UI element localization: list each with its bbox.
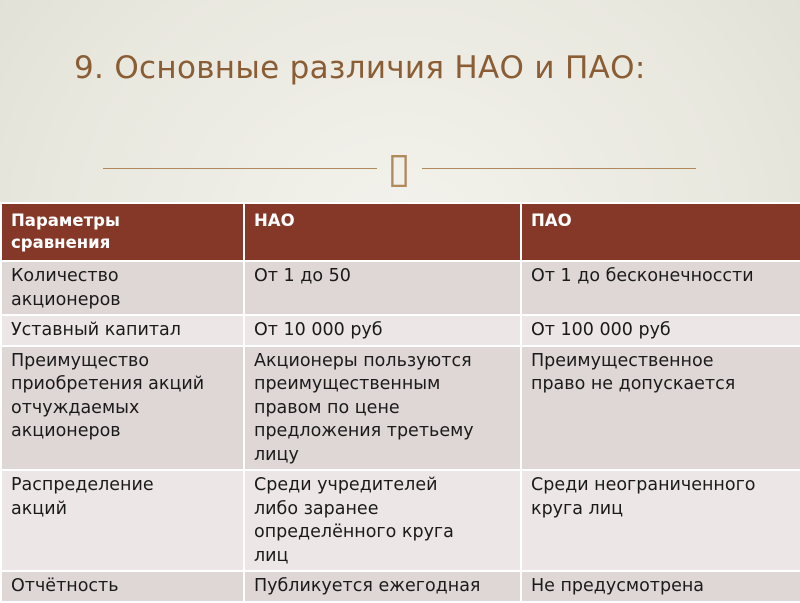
cell-param <box>1 346 244 471</box>
divider-line-left <box>103 168 377 169</box>
header-nao <box>244 203 521 261</box>
divider-line-right <box>422 168 696 169</box>
table-row <box>1 261 800 315</box>
cell-text: От 10 000 руб <box>254 320 383 340</box>
cell-text: Отчётность <box>11 576 119 596</box>
cell-text: Среди неограниченного круга лиц <box>531 475 756 519</box>
comparison-table <box>0 202 800 603</box>
cell-text: От 1 до бесконечносcти <box>531 266 754 286</box>
table-header-row <box>1 203 800 261</box>
cell-text: От 100 000 руб <box>531 320 671 340</box>
cell-nao <box>244 470 521 571</box>
cell-text: От 1 до 50 <box>254 266 351 286</box>
cell-text: Преимущество приобретения акций отчуждаемых акционеров <box>11 350 205 441</box>
cell-nao <box>244 261 521 315</box>
table-row <box>1 571 800 602</box>
table-row <box>1 470 800 571</box>
header-pao <box>521 203 800 261</box>
table-row <box>1 346 800 471</box>
cell-param <box>1 571 244 602</box>
header-label: ПАО <box>531 211 572 230</box>
header-label: Параметры сравнения <box>11 211 120 252</box>
cell-nao <box>244 571 521 602</box>
cell-text: Не предусмотрена <box>531 576 705 596</box>
cell-param <box>1 470 244 571</box>
cell-text: Распределение акций <box>11 475 154 519</box>
slide-title: 9. Основные различия НАО и ПАО: <box>74 50 646 86</box>
cell-text: Количество акционеров <box>11 266 121 310</box>
header-label: НАО <box>254 211 295 230</box>
cell-text: Преимущественное право не допускается <box>531 350 736 394</box>
cell-pao <box>521 346 800 471</box>
cell-nao <box>244 346 521 471</box>
cell-pao <box>521 315 800 346</box>
cell-text: Публикуется ежегодная <box>254 576 481 596</box>
cell-text: Акционеры пользуются преимущественным правом по цене предложения третьему лицу <box>254 350 474 465</box>
ornament-icon: ▯ <box>387 143 411 192</box>
header-parameters <box>1 203 244 261</box>
cell-text: Уставный капитал <box>11 320 181 340</box>
cell-pao <box>521 571 800 602</box>
table-row <box>1 315 800 346</box>
cell-pao <box>521 470 800 571</box>
cell-nao <box>244 315 521 346</box>
cell-pao <box>521 261 800 315</box>
cell-param <box>1 261 244 315</box>
cell-text: Среди учредителей либо заранее определённого круга лиц <box>254 475 454 566</box>
cell-param <box>1 315 244 346</box>
